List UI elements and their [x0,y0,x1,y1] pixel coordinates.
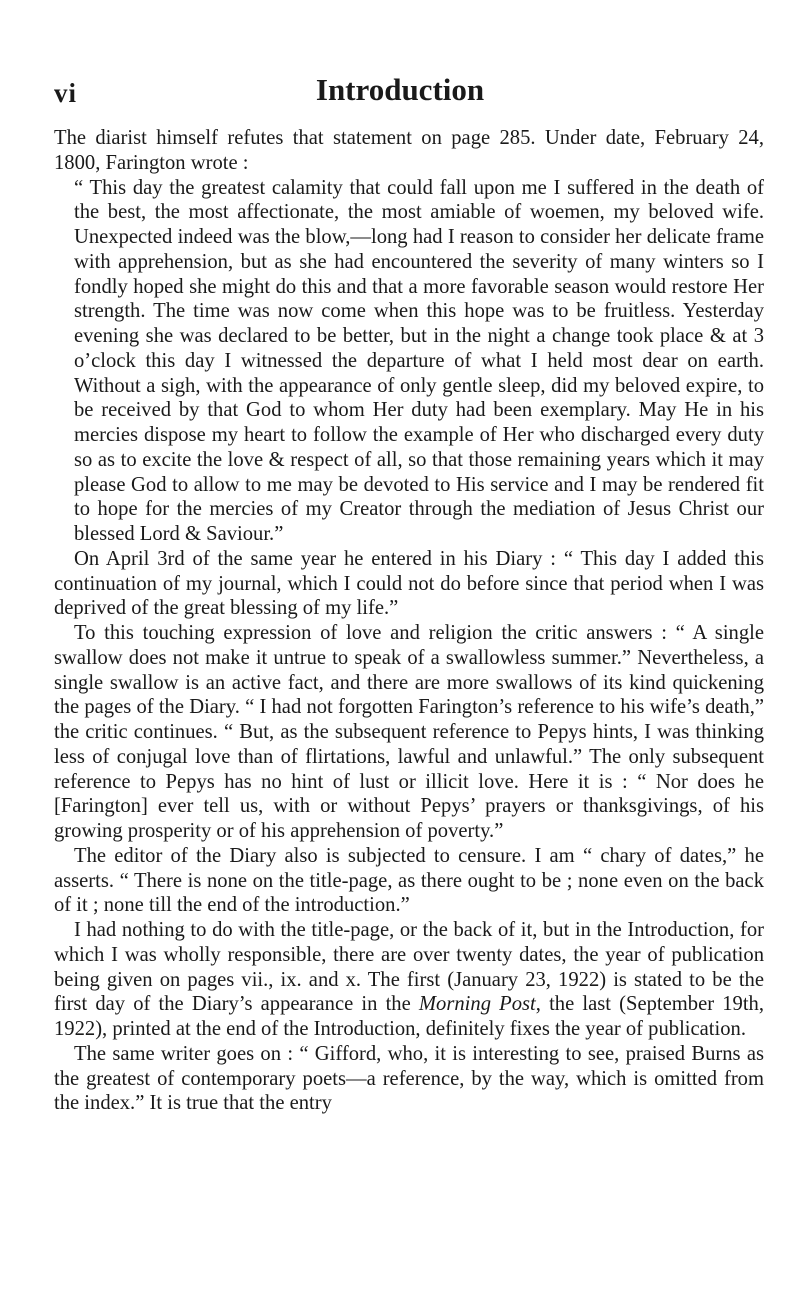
paragraph-editor-censure: The editor of the Diary also is subjected to censure. I am “ chary of dates,” he asserts. “ There is none on the title-page, as there ought to be ; none even on the back of it ; none till the end of the introduction.” [54,844,764,917]
body-text [54,126,764,1116]
paragraph-intro: The diarist himself refutes that statement on page 285. Under date, February 24, 1800, Farington wrote : [54,127,764,174]
paragraph-april-entry: On April 3rd of the same year he entered in his Diary : “ This day I added this continuation of my journal, which I could not do before since that period when I was deprived of the great blessing of my life.” [54,547,764,620]
paragraph-title-page-text-after: , the last (September 19th, 1922), printed at the end of the Introduction, definitely fixes the year of publication. [54,993,764,1040]
paragraph-gifford: The same writer goes on : “ Gifford, who, it is interesting to see, praised Burns as the greatest of contemporary poets—a reference, by the way, which is omitted from the index.” It is true that the entry [54,1042,764,1115]
page-header [0,72,800,112]
paragraph-title-page-text-before: I had nothing to do with the title-page, or the back of it, but in the Introduction, for which I was wholly responsible, there are over twenty dates, the year of publication being given on pages vii., ix. and x. The first (January 23, 1922) is stated to be the first day of the Diary’s appearance in the [54,919,764,1016]
diary-quotation: “ This day the greatest calamity that could fall upon me I suffered in the death of the best, the most affectionate, the most amiable of woemen, my beloved wife. Unexpected indeed was the blow,—long had I reason to consider her delicate frame with apprehension, but as she had encountered the severity of many winters so I fondly hoped she might do this and that a more favorable season would restore Her strength. The time was now come when this hope was to be fruitless. Yesterday evening she was declared to be better, but in the night a change took place & at 3 o’clock this day I witnessed the departure of what I held most dear on earth. Without a sigh, with the appearance of only gentle sleep, did my beloved expire, to be received by that God to whom Her duty had been exemplary. May He in his mercies dispose my heart to follow the example of Her who discharged every duty so as to excite the love & respect of all, so that those remaining years which it may please God to allow to me may be devoted to His service and I may be rendered fit to hope for the mercies of my Creator through the mediation of Jesus Christ our blessed Lord & Saviour.” [74,176,764,545]
paragraph-title-page [54,918,764,1042]
paragraph-critic-answer: To this touching expression of love and religion the critic answers : “ A single swallow does not make it untrue to speak of a swallowless summer.” Nevertheless, a single swallow is an active fact, and there are more swallows of its kind quickening the pages of the Diary. “ I had not forgotten Farington’s reference to his wife’s death,” the critic continues. “ But, as the subsequent reference to Pepys hints, I was thinking less of conjugal love than of flirtations, lawful and unlawful.” The only subsequent reference to Pepys has no hint of lust or illicit love. Here it is : “ Nor does he [Farington] ever tell us, with or without Pepys’ prayers or thanksgivings, of his growing prosperity or of his apprehension of poverty.” [54,622,764,842]
newspaper-title: Morning Post [418,993,536,1016]
running-head: Introduction [315,72,485,107]
page-number: vi [54,78,78,108]
